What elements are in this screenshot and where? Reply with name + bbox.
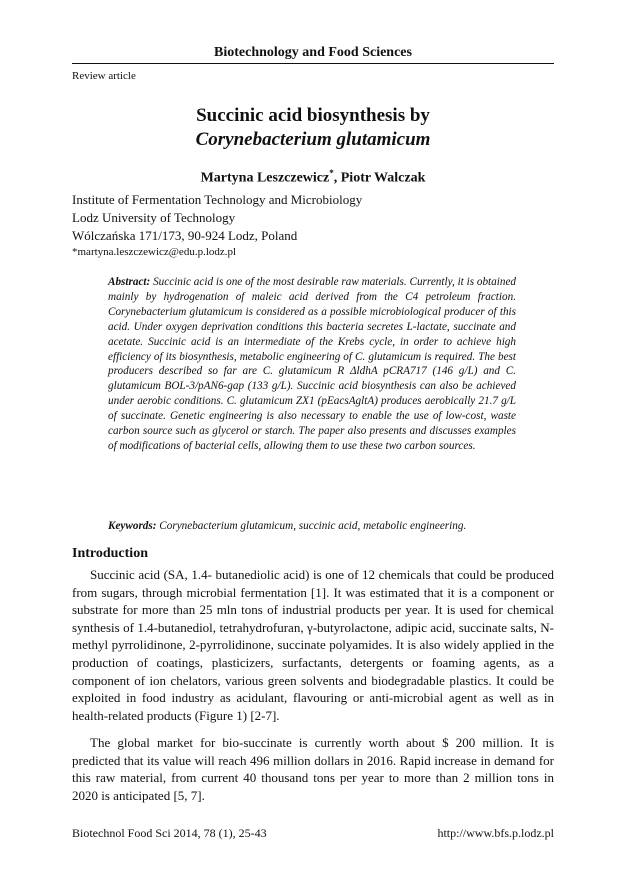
- article-title: [72, 104, 554, 152]
- title-line-1: Succinic acid biosynthesis by: [196, 105, 430, 126]
- header-rule: [72, 63, 554, 64]
- affiliation-university: Lodz University of Technology: [72, 210, 236, 225]
- affiliation-address: Wólczańska 171/173, 90-924 Lodz, Poland: [72, 228, 298, 243]
- corresponding-email[interactable]: *martyna.leszczewicz@edu.p.lodz.pl: [72, 246, 237, 258]
- abstract: [108, 275, 516, 454]
- keywords-text: Corynebacterium glutamicum, succinic acid, metabolic engineering.: [159, 520, 467, 532]
- author-1: Martyna Leszczewicz: [200, 170, 330, 186]
- keywords: [108, 519, 518, 534]
- author-separator: ,: [333, 170, 341, 186]
- author-2: Piotr Walczak: [340, 170, 426, 186]
- footer-url[interactable]: http://www.bfs.p.lodz.pl: [437, 826, 554, 840]
- abstract-text: Succinic acid is one of the most desirable raw materials. Currently, it is obtained mainly by hydrogenation of maleic acid derived from the C4 petroleum fraction. Corynebacterium glutamicum is considered as a possible microbiological producer of this acid. Under oxygen deprivation conditions this bacteria secretes L-lactate, succinate and acetate. Succinic acid is an intermediate of the Krebs cycle, in order to achieve high efficiency of its biosynthesis, metabolic engineering of C. glutamicum is required. The best producers described so far are C. glutamicum R ΔldhA pCRA717 (146 g/L) and C. glutamicum BOL-3/pAN6-gap (133 g/L). Succinic acid biosynthesis can also be achieved under aerobic conditions. C. glutamicum ZX1 (pEacsAgltA) produces aerobically 21.7 g/L of succinate. Genetic engineering is also necessary to enable the use of low-cost, waste carbon source such as glycerol or starch. The paper also presents and discusses examples of modifications of bacterial cells, allowing them to use these two carbon sources.: [108, 276, 517, 452]
- introduction-paragraph-2: The global market for bio-succinate is currently worth about $ 200 million. It is predicted that its value will reach 496 million dollars in 2016. Rapid increase in demand for this raw material, from current 40 thousand tons per year to more than 2 million tons in 2020 is anticipated [5, 7].: [72, 735, 554, 803]
- footer-citation: Biotechnol Food Sci 2014, 78 (1), 25-43: [72, 826, 267, 840]
- introduction-paragraph-1: Succinic acid (SA, 1.4- butanediolic acid) is one of 12 chemicals that could be produced from sugars, through microbial fermentation [1]. It was estimated that it is a component or substrate for more than 25 mln tons of industrial products per year. It is used for chemical synthesis of 1.4-butanediol, tetrahydrofuran, γ-butyrolactone, adipic acid, succinate salts, N-methyl pyrrolidinone, 2-pyrrolidinone, succinate polyamides. It is also widely applied in the production of coatings, plasticizers, surfactants, detergents or foaming agents, as a component of ion chelators, various green solvents and biodegradable plastics. It could be exploited in food industry as acidulant, flavouring or anti-microbial agent as well as in health-related products (Figure 1) [2-7].: [72, 567, 554, 723]
- affiliation: [72, 191, 554, 260]
- section-heading-introduction: Introduction: [72, 546, 148, 561]
- article-type: Review article: [72, 70, 136, 82]
- title-line-2: Corynebacterium glutamicum: [195, 129, 431, 150]
- journal-header: Biotechnology and Food Sciences: [214, 45, 412, 60]
- corresponding-author-mark: *: [329, 168, 334, 178]
- abstract-label: Abstract:: [108, 276, 151, 288]
- affiliation-institute: Institute of Fermentation Technology and Microbiology: [72, 192, 363, 207]
- keywords-label: Keywords:: [108, 520, 157, 532]
- author-list: [72, 164, 554, 188]
